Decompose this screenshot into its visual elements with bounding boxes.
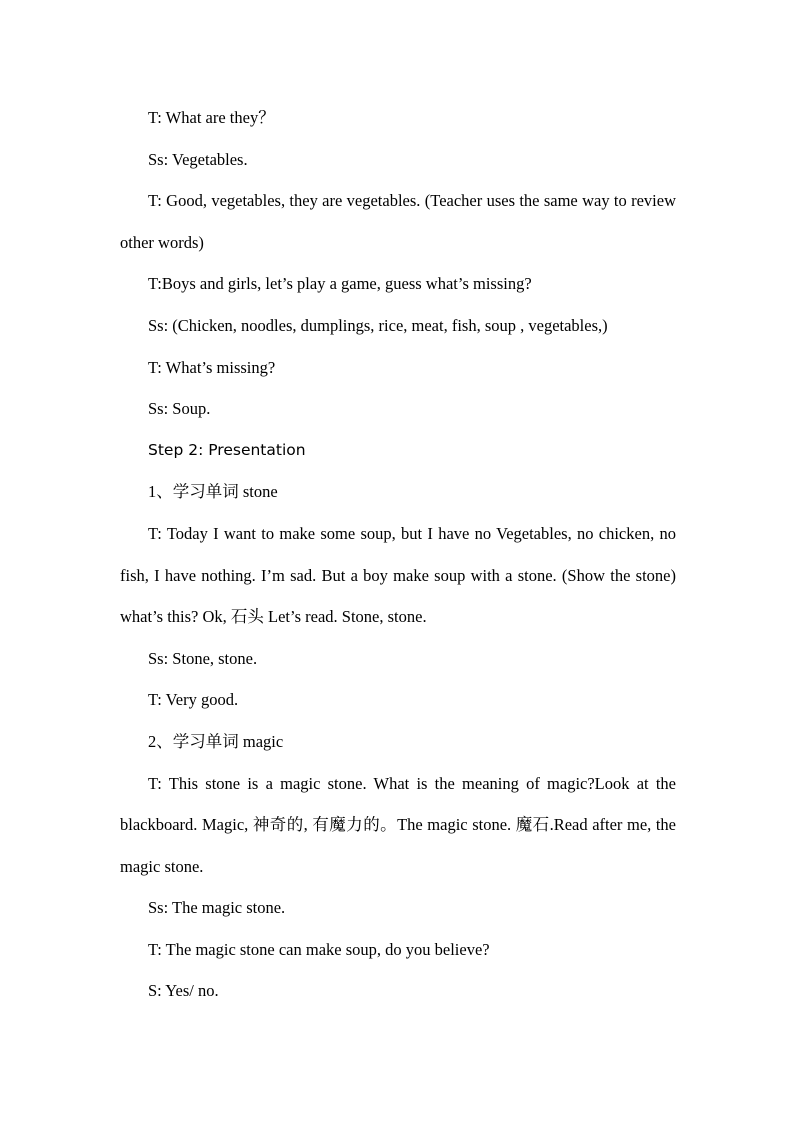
- dialogue-line: T: This stone is a magic stone. What is the meaning of magic?Look at the blackboard. Magic, 神奇的, 有魔力的。The magic stone. 魔石.Read after me, the magic stone.: [120, 773, 681, 876]
- dialogue-line: T: The magic stone can make soup, do you believe?: [148, 939, 490, 959]
- dialogue-line: T:Boys and girls, let’s play a game, guess what’s missing?: [148, 274, 532, 294]
- dialogue-line: T: Very good.: [148, 690, 239, 710]
- dialogue-line: Ss: Vegetables.: [148, 149, 248, 169]
- dialogue-line: Ss: (Chicken, noodles, dumplings, rice, meat, fish, soup , vegetables,): [148, 315, 608, 335]
- vocabulary-heading: 1、学习单词 stone: [148, 482, 278, 502]
- vocabulary-heading: 2、学习单词 magic: [148, 731, 284, 751]
- dialogue-line: T: Today I want to make some soup, but I have no Vegetables, no chicken, no fish, I have nothing. I’m sad. But a boy make soup with a stone. (Show the stone) what’s this? Ok, 石头 Let’s read. Stone, stone.: [120, 523, 681, 627]
- document-body: [120, 97, 681, 1012]
- dialogue-line: Ss: The magic stone.: [148, 898, 286, 918]
- dialogue-line: Ss: Stone, stone.: [148, 648, 258, 668]
- dialogue-line: Ss: Soup.: [148, 399, 211, 419]
- dialogue-line: S: Yes/ no.: [148, 981, 219, 1001]
- section-heading: Step 2: Presentation: [148, 440, 306, 459]
- dialogue-line: T: What’s missing?: [148, 357, 276, 377]
- dialogue-line: T: What are they？: [148, 108, 275, 127]
- dialogue-line: T: Good, vegetables, they are vegetables. (Teacher uses the same way to review other words): [120, 191, 681, 252]
